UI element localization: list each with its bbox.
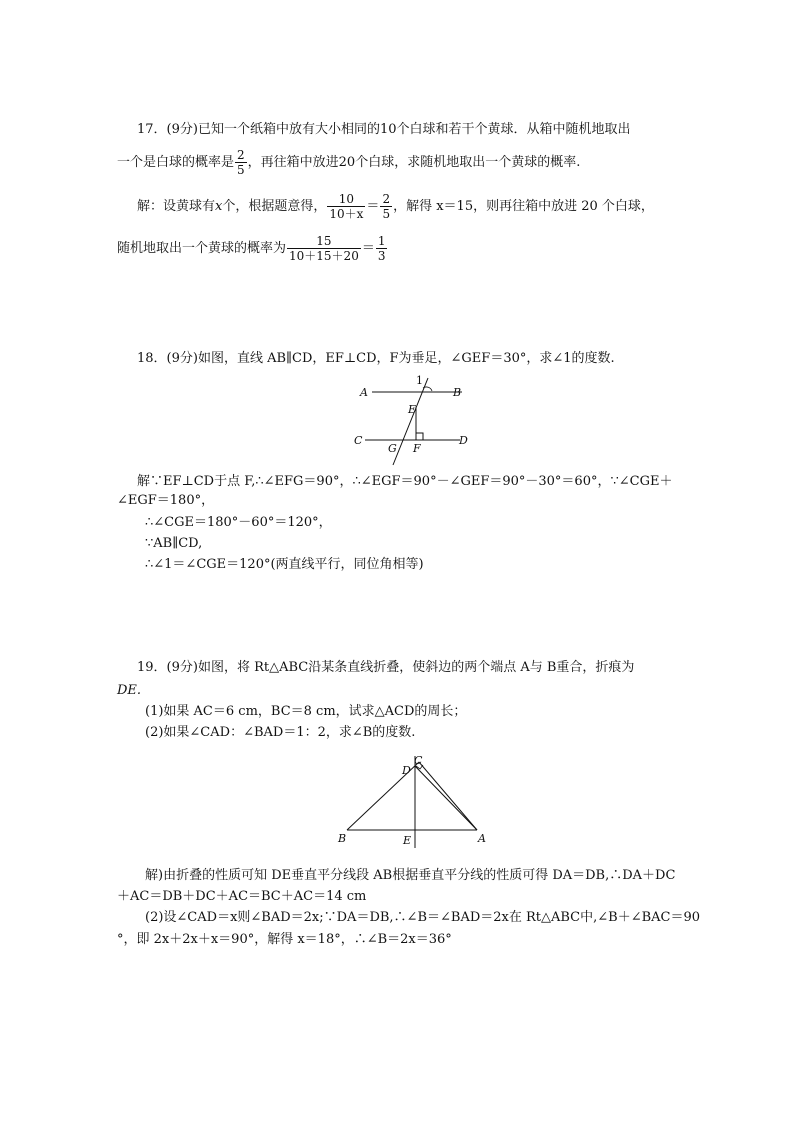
label-angle-1: 1 xyxy=(416,374,423,387)
fraction: $\frac{1}{3}$ xyxy=(377,234,386,263)
q19-solution-line4: °，即 2x＋2x＋x＝90°，解得 x＝18°，∴∠B＝2x＝36° xyxy=(117,932,452,947)
q17-text: ，再往箱中放进20个白球，求随机地取出一个黄球的概率. xyxy=(247,155,581,170)
q18-statement: 18．(9分)如图，直线 AB∥CD，EF⊥CD，F为垂足，∠GEF＝30°，求∠1的度数. xyxy=(137,351,615,366)
q19-solution-line3: (2)设∠CAD＝x则∠BAD＝2x;∵DA＝DB,∴∠B＝∠BAD＝2x在 Rt△ABC中,∠B＋∠BAC＝90 xyxy=(145,910,701,925)
q19-solution-line2: ＋AC＝DB＋DC＋AC＝BC＋AC＝14 cm xyxy=(117,889,367,904)
q18-solution-line1: 解∵EF⊥CD于点 F,∴∠EFG＝90°，∴∠EGF＝90°－∠GEF＝90°－30°＝60°，∵∠CGE＋ xyxy=(137,474,673,489)
transversal xyxy=(393,378,428,465)
equals-sign: ＝ xyxy=(366,199,380,214)
fraction: $\frac{2}{5}$ xyxy=(382,192,391,221)
label-d: D xyxy=(459,434,468,447)
side-ca xyxy=(419,762,477,830)
label-g: G xyxy=(388,442,397,455)
label-f: F xyxy=(413,442,421,455)
q17-sol-text: 个，根据题意得， xyxy=(222,199,327,214)
q18-solution-line2: ∠EGF＝180°， xyxy=(117,493,215,508)
q17-statement-line2 xyxy=(117,148,580,177)
label-b: B xyxy=(453,386,462,399)
q19-statement-line2: DE. xyxy=(117,683,142,698)
angle-1-arc xyxy=(423,387,432,391)
q18-solution-line3: ∴∠CGE＝180°－60°＝120°， xyxy=(145,515,332,530)
right-angle-mark xyxy=(416,433,423,440)
label-a: A xyxy=(478,832,486,845)
q19-part2: (2)如果∠CAD：∠BAD＝1：2，求∠B的度数. xyxy=(145,725,416,740)
q17-statement-line1: 17．(9分)已知一个纸箱中放有大小相同的10个白球和若干个黄球．从箱中随机地取出 xyxy=(137,122,631,137)
q19-statement-line1: 19．(9分)如图，将 Rt△ABC沿某条直线折叠，使斜边的两个端点 A与 B重合，折痕为 xyxy=(137,660,635,675)
label-c: C xyxy=(354,434,363,447)
label-a: A xyxy=(360,386,368,399)
q19-figure xyxy=(330,748,500,850)
q17-sol-text: 解：设黄球有 xyxy=(137,199,216,214)
q17-solution-line2 xyxy=(117,234,388,263)
label-b: B xyxy=(338,832,347,845)
label-e: E xyxy=(408,403,417,416)
q18-figure xyxy=(350,372,480,467)
fraction: $\frac{10}{10+x}$ xyxy=(329,192,364,221)
q19-solution-line1: 解)由折叠的性质可知 DE垂直平分线段 AB根据垂直平分线的性质可得 DA＝DB,∴DA＋DC xyxy=(145,868,676,883)
q17-sol-var: x xyxy=(215,199,223,214)
fraction: $\frac{2}{5}$ xyxy=(237,148,245,177)
label-c: C xyxy=(414,754,423,767)
label-e: E xyxy=(403,834,412,847)
q17-solution-line1 xyxy=(137,192,654,221)
label-d: D xyxy=(402,764,411,777)
q19-part1: (1)如果 AC＝6 cm，BC＝8 cm，试求△ACD的周长； xyxy=(145,704,467,719)
q17-text: 一个是白球的概率是 xyxy=(117,155,235,170)
fraction: $\frac{15}{10+15+20}$ xyxy=(289,234,359,263)
q17-sol-text: ，解得 x＝15，则再往箱中放进 20 个白球， xyxy=(393,199,654,214)
q18-solution-line5: ∴∠1＝∠CGE＝120°(两直线平行，同位角相等) xyxy=(145,557,424,572)
fold-da xyxy=(415,766,477,830)
q17-sol-text: 随机地取出一个黄球的概率为 xyxy=(117,241,287,256)
equals-sign: ＝ xyxy=(361,241,375,256)
q18-solution-line4: ∵AB∥CD, xyxy=(145,536,203,551)
